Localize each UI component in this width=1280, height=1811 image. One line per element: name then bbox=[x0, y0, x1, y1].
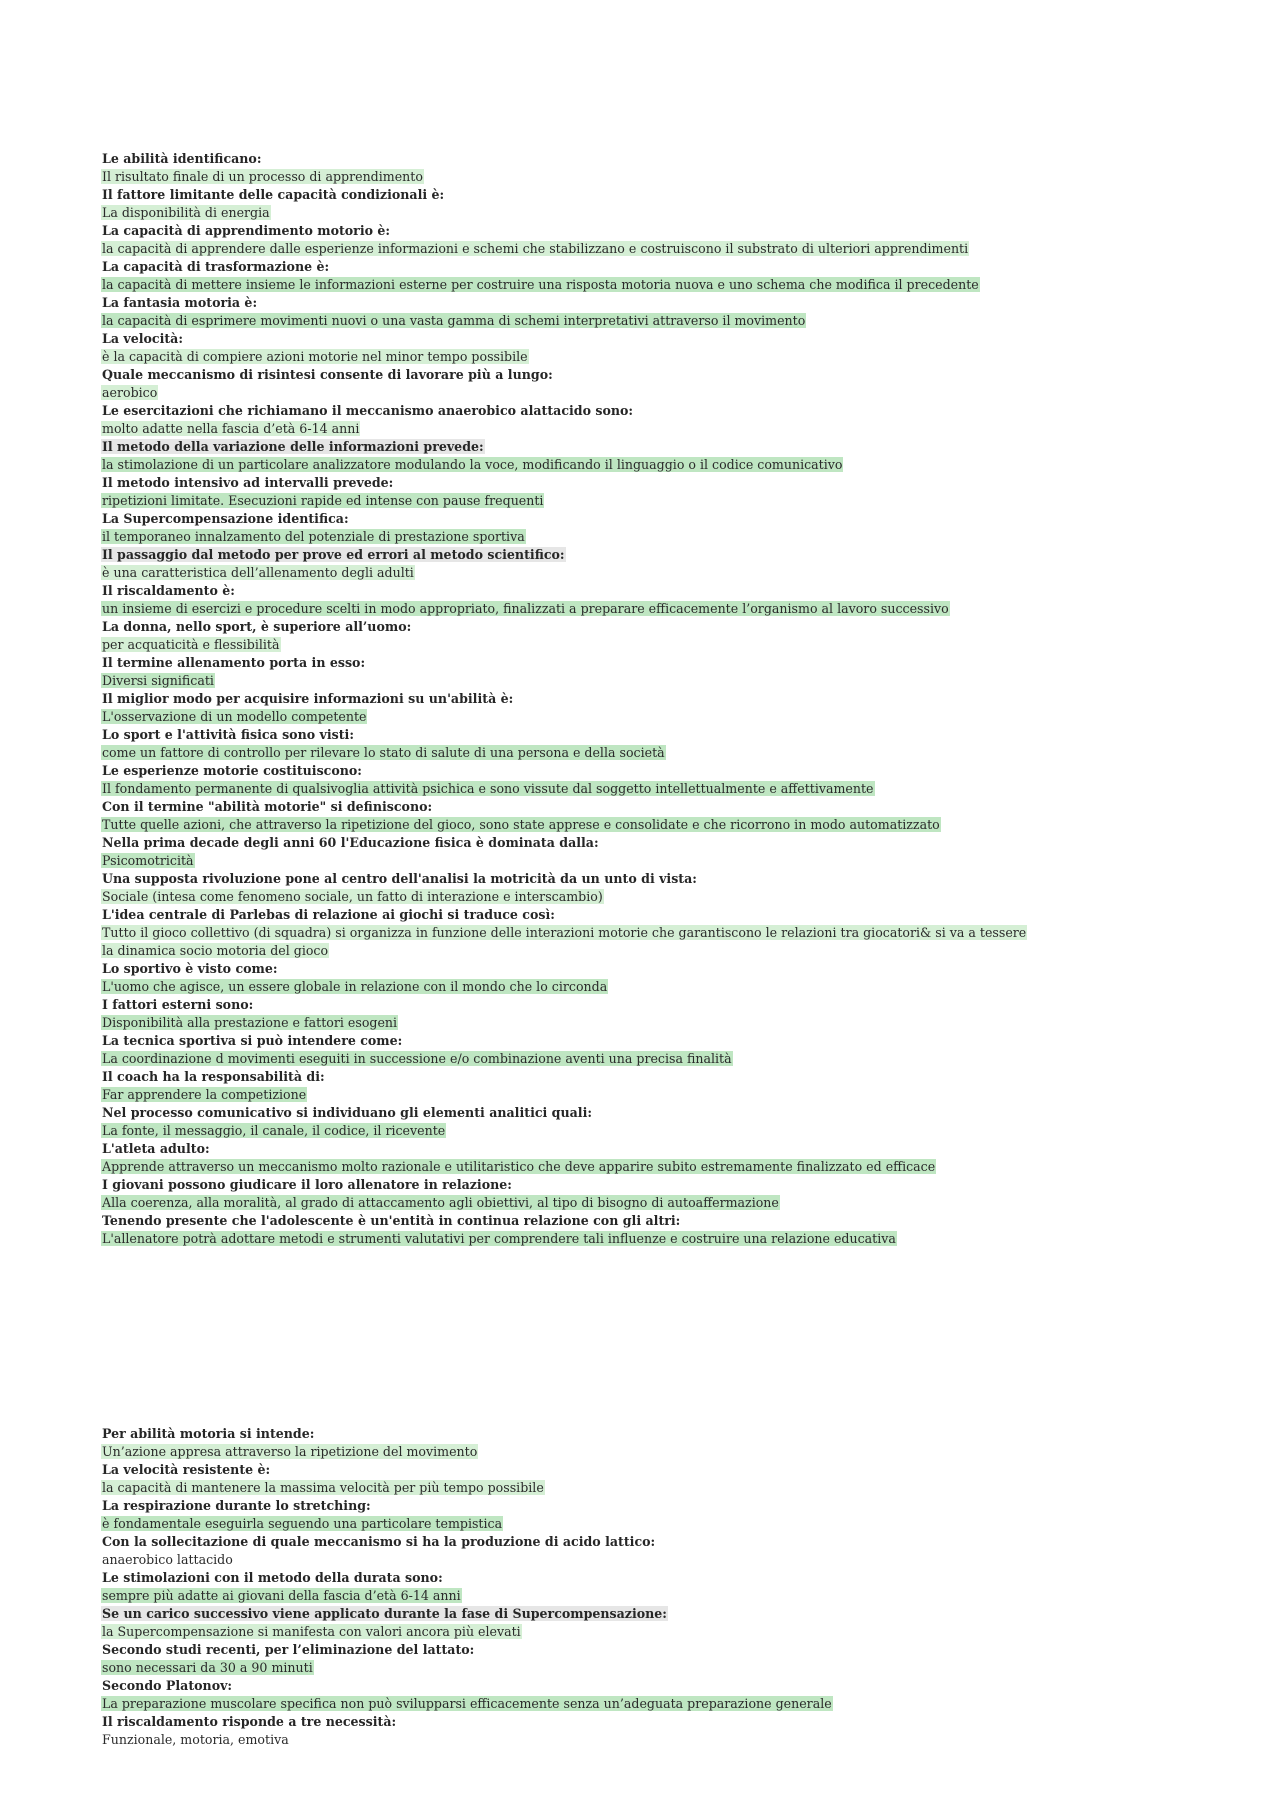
question: La Supercompensazione identifica: bbox=[102, 511, 349, 526]
question: Il riscaldamento risponde a tre necessità: bbox=[102, 1714, 397, 1729]
question: Le stimolazioni con il metodo della durata sono: bbox=[102, 1570, 443, 1585]
question: La velocità: bbox=[102, 331, 183, 346]
question: Una supposta rivoluzione pone al centro dell'analisi la motricità da un unto di vista: bbox=[102, 871, 697, 886]
answer: Tutto il gioco collettivo (di squadra) si organizza in funzione delle interazioni motorie che garantiscono le relazioni tra giocatori& si va a tessere bbox=[102, 925, 1027, 940]
question: Secondo studi recenti, per l’eliminazione del lattato: bbox=[102, 1642, 475, 1657]
question: Se un carico successivo viene applicato durante la fase di Supercompensazione: bbox=[102, 1606, 667, 1621]
answer: è la capacità di compiere azioni motorie nel minor tempo possibile bbox=[102, 349, 528, 364]
question: Il fattore limitante delle capacità condizionali è: bbox=[102, 187, 445, 202]
answer: Diversi significati bbox=[102, 673, 214, 688]
question: Tenendo presente che l'adolescente è un'entità in continua relazione con gli altri: bbox=[102, 1213, 681, 1228]
answer: la capacità di apprendere dalle esperienze informazioni e schemi che stabilizzano e costruiscono il substrato di ulteriori apprendimenti bbox=[102, 241, 969, 256]
question: Il riscaldamento è: bbox=[102, 583, 235, 598]
answer: La preparazione muscolare specifica non può svilupparsi efficacemente senza un’adeguata preparazione generale bbox=[102, 1696, 832, 1711]
question: La fantasia motoria è: bbox=[102, 295, 258, 310]
answer: ripetizioni limitate. Esecuzioni rapide ed intense con pause frequenti bbox=[102, 493, 544, 508]
answer: la Supercompensazione si manifesta con valori ancora più elevati bbox=[102, 1624, 521, 1639]
question: I fattori esterni sono: bbox=[102, 997, 254, 1012]
question: La respirazione durante lo stretching: bbox=[102, 1498, 371, 1513]
answer: Far apprendere la competizione bbox=[102, 1087, 307, 1102]
answer: il temporaneo innalzamento del potenziale di prestazione sportiva bbox=[102, 529, 525, 544]
answer: La fonte, il messaggio, il canale, il codice, il ricevente bbox=[102, 1123, 446, 1138]
answer: Funzionale, motoria, emotiva bbox=[102, 1732, 289, 1747]
answer: L'osservazione di un modello competente bbox=[102, 709, 367, 724]
answer: Alla coerenza, alla moralità, al grado di attaccamento agli obiettivi, al tipo di bisogno di autoaffermazione bbox=[102, 1195, 779, 1210]
question: L'atleta adulto: bbox=[102, 1141, 210, 1156]
question: Lo sport e l'attività fisica sono visti: bbox=[102, 727, 354, 742]
answer: sempre più adatte ai giovani della fascia d’età 6-14 anni bbox=[102, 1588, 461, 1603]
question: La capacità di trasformazione è: bbox=[102, 259, 330, 274]
answer: La coordinazione d movimenti eseguiti in successione e/o combinazione aventi una precisa finalità bbox=[102, 1051, 732, 1066]
answer: la capacità di esprimere movimenti nuovi o una vasta gamma di schemi interpretativi attraverso il movimento bbox=[102, 313, 806, 328]
question: Le esercitazioni che richiamano il meccanismo anaerobico alattacido sono: bbox=[102, 403, 634, 418]
answer: Il fondamento permanente di qualsivoglia attività psichica e sono vissute dal soggetto intellettualmente e affettivamente bbox=[102, 781, 874, 796]
answer: Psicomotricità bbox=[102, 853, 194, 868]
answer: Il risultato finale di un processo di apprendimento bbox=[102, 169, 423, 184]
question: Le abilità identificano: bbox=[102, 151, 262, 166]
question: Con la sollecitazione di quale meccanismo si ha la produzione di acido lattico: bbox=[102, 1534, 656, 1549]
answer: L'allenatore potrà adottare metodi e strumenti valutativi per comprendere tali influenze e costruire una relazione educativa bbox=[102, 1231, 896, 1246]
question: Con il termine "abilità motorie" si definiscono: bbox=[102, 799, 433, 814]
answer: Tutte quelle azioni, che attraverso la ripetizione del gioco, sono state apprese e consolidate e che ricorrono in modo automatizzato bbox=[102, 817, 940, 832]
answer: è fondamentale eseguirla seguendo una particolare tempistica bbox=[102, 1516, 503, 1531]
answer: la capacità di mantenere la massima velocità per più tempo possibile bbox=[102, 1480, 544, 1495]
question: Il termine allenamento porta in esso: bbox=[102, 655, 366, 670]
question: Il metodo intensivo ad intervalli prevede: bbox=[102, 475, 394, 490]
answer: Un’azione appresa attraverso la ripetizione del movimento bbox=[102, 1444, 478, 1459]
question: Il miglior modo per acquisire informazioni su un'abilità è: bbox=[102, 691, 514, 706]
answer: è una caratteristica dell’allenamento degli adulti bbox=[102, 565, 414, 580]
answer: sono necessari da 30 a 90 minuti bbox=[102, 1660, 313, 1675]
answer: la capacità di mettere insieme le informazioni esterne per costruire una risposta motoria nuova e uno schema che modifica il precedente bbox=[102, 277, 979, 292]
question: Le esperienze motorie costituiscono: bbox=[102, 763, 362, 778]
question: L'idea centrale di Parlebas di relazione ai giochi si traduce così: bbox=[102, 907, 555, 922]
qa-section-1 bbox=[101, 150, 1201, 1248]
question: La velocità resistente è: bbox=[102, 1462, 271, 1477]
question: I giovani possono giudicare il loro allenatore in relazione: bbox=[102, 1177, 512, 1192]
answer: un insieme di esercizi e procedure scelti in modo appropriato, finalizzati a preparare efficacemente l’organismo al lavoro successivo bbox=[102, 601, 949, 616]
answer: per acquaticità e flessibilità bbox=[102, 637, 280, 652]
answer: come un fattore di controllo per rilevare lo stato di salute di una persona e della società bbox=[102, 745, 665, 760]
question: Quale meccanismo di risintesi consente di lavorare più a lungo: bbox=[102, 367, 553, 382]
answer: anaerobico lattacido bbox=[102, 1552, 233, 1567]
question: La tecnica sportiva si può intendere come: bbox=[102, 1033, 403, 1048]
question: Per abilità motoria si intende: bbox=[102, 1426, 315, 1441]
answer: molto adatte nella fascia d’età 6-14 anni bbox=[102, 421, 360, 436]
qa-section-2 bbox=[101, 1425, 1201, 1749]
question: Il coach ha la responsabilità di: bbox=[102, 1069, 325, 1084]
answer: la stimolazione di un particolare analizzatore modulando la voce, modificando il linguaggio o il codice comunicativo bbox=[102, 457, 843, 472]
question: La donna, nello sport, è superiore all’uomo: bbox=[102, 619, 412, 634]
answer: Disponibilità alla prestazione e fattori esogeni bbox=[102, 1015, 398, 1030]
answer: Apprende attraverso un meccanismo molto razionale e utilitaristico che deve apparire subito estremamente finalizzato ed efficace bbox=[102, 1159, 936, 1174]
question: Il metodo della variazione delle informazioni prevede: bbox=[102, 439, 484, 454]
question: Secondo Platonov: bbox=[102, 1678, 233, 1693]
question: Il passaggio dal metodo per prove ed errori al metodo scientifico: bbox=[102, 547, 565, 562]
answer: aerobico bbox=[102, 385, 158, 400]
answer: L'uomo che agisce, un essere globale in relazione con il mondo che lo circonda bbox=[102, 979, 608, 994]
question: Nel processo comunicativo si individuano gli elementi analitici quali: bbox=[102, 1105, 593, 1120]
question: Nella prima decade degli anni 60 l'Educazione fisica è dominata dalla: bbox=[102, 835, 599, 850]
answer: Sociale (intesa come fenomeno sociale, un fatto di interazione e interscambio) bbox=[102, 889, 603, 904]
answer-continued: la dinamica socio motoria del gioco bbox=[102, 943, 329, 958]
question: La capacità di apprendimento motorio è: bbox=[102, 223, 391, 238]
answer: La disponibilità di energia bbox=[102, 205, 270, 220]
question: Lo sportivo è visto come: bbox=[102, 961, 278, 976]
